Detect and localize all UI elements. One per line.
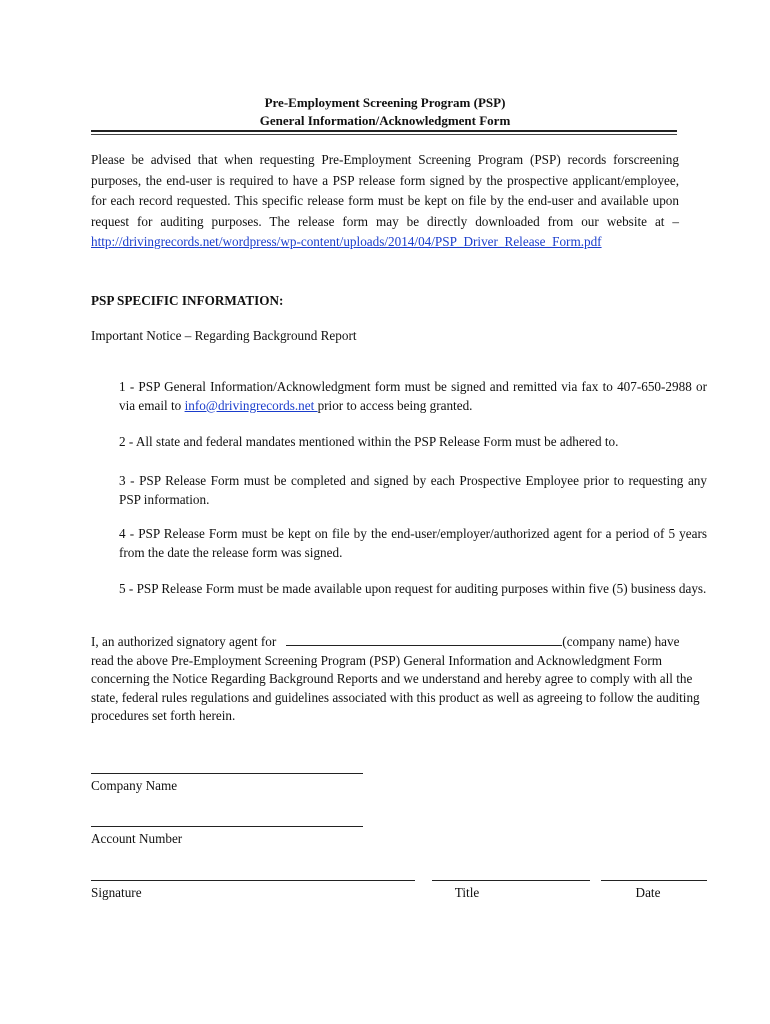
form-title-line1: Pre-Employment Screening Program (PSP) xyxy=(264,95,506,110)
email-link[interactable]: info@drivingrecords.net xyxy=(184,397,318,413)
intro-text: Please be advised that when requesting Pre-Employment Screening Program (PSP) records forscreening purposes, the end-user is required to have a PSP release form signed by the prospective applicant/employee, for each record requested. This specific release form must be kept on file by the end-user and available upon request for auditing purposes. The release form may be directly downloaded from our website at – xyxy=(91,152,679,229)
intro-paragraph xyxy=(91,150,679,253)
list-item: 2 - All state and federal mandates mentioned within the PSP Release Form must be adhered to. xyxy=(119,434,619,449)
attestation-body: have read the above Pre-Employment Screening Program (PSP) General Information and Acknowledgment Form concerning the Notice Regarding Background Reports and we understand and hereby agree to comply with all the state, federal rules regulations and guidelines associated with this product as well as agreeing to follow the auditing procedures set forth herein. xyxy=(91,634,700,723)
date-line[interactable] xyxy=(601,880,707,881)
account-number-label: Account Number xyxy=(91,831,183,846)
list-item: 3 - PSP Release Form must be completed and signed by each Prospective Employee prior to requesting any PSP information. xyxy=(119,473,707,507)
company-name-blank[interactable] xyxy=(286,634,562,646)
title-line[interactable] xyxy=(432,880,590,881)
title-rule-thick xyxy=(91,130,677,132)
list-item: 5 - PSP Release Form must be made available upon request for auditing purposes within five (5) business days. xyxy=(119,581,707,596)
title-rule-thin xyxy=(91,134,677,135)
account-number-line[interactable] xyxy=(91,826,363,827)
form-title-line2: General Information/Acknowledgment Form xyxy=(259,113,511,128)
list-item xyxy=(119,378,707,415)
company-name-hint: (company name) xyxy=(562,634,652,649)
release-form-link[interactable]: http://drivingrecords.net/wordpress/wp-content/uploads/2014/04/PSP_Driver_Release_Form.pdf xyxy=(91,234,602,249)
signature-label: Signature xyxy=(91,885,142,900)
company-name-line[interactable] xyxy=(91,773,363,774)
item1-text: 1 - PSP General Information/Acknowledgment form must be signed and remitted via fax to 407-650-2988 or via email to xyxy=(119,379,707,413)
section-heading: PSP SPECIFIC INFORMATION: xyxy=(91,293,284,308)
item1-tail: prior to access being granted. xyxy=(317,397,473,413)
attestation-prefix: I, an authorized signatory agent for xyxy=(91,634,277,649)
signature-line[interactable] xyxy=(91,880,415,881)
date-label: Date xyxy=(635,885,661,900)
attestation-paragraph xyxy=(91,633,705,726)
company-name-label: Company Name xyxy=(91,778,178,793)
important-notice: Important Notice – Regarding Background Report xyxy=(91,328,357,343)
list-item: 4 - PSP Release Form must be kept on file by the end-user/employer/authorized agent for a period of 5 years from the date the release form was signed. xyxy=(119,526,707,560)
title-label: Title xyxy=(454,885,480,900)
